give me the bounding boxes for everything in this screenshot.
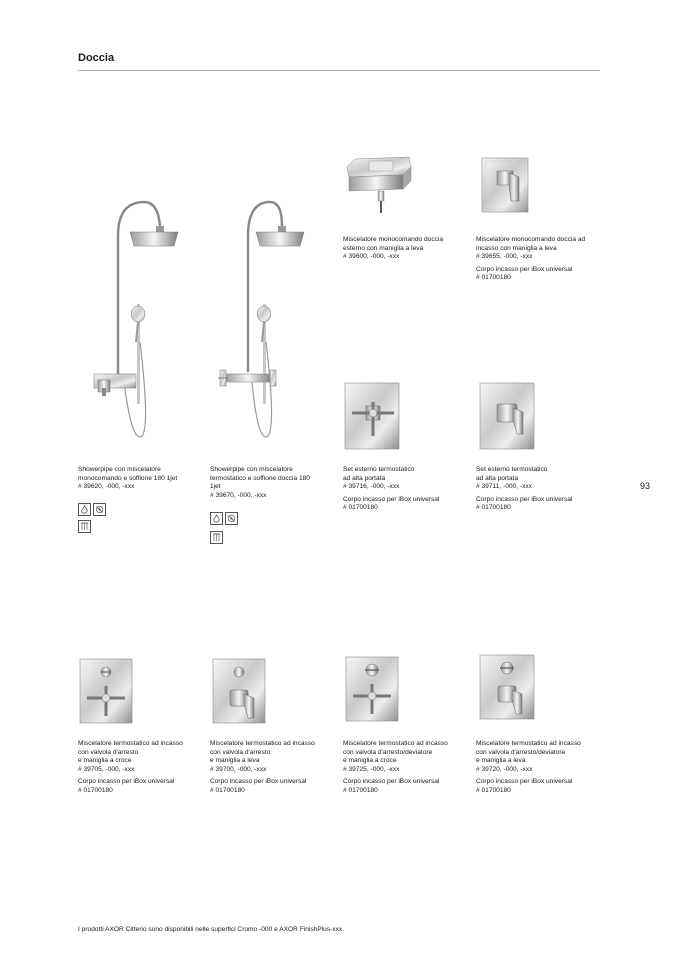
spray-mode-icon (93, 503, 106, 516)
product-caption-39725: Miscelatore termostatico ad incasso con valvola d'arresto/deviatore e maniglia a croce # 39725, -000, -xxx Corpo incasso per iBox universal # 01700180 (343, 740, 448, 794)
product-caption-39705: Miscelatore termostatico ad incasso con valvola d'arresto e maniglia a croce # 39705, -000, -xxx Corpo incasso per iBox universal # 01700180 (78, 740, 183, 794)
product-caption-39720: Miscelatore termostatico ad incasso con valvola d'arresto/deviatore e maniglia a leva # 39720, -000, -xxx Corpo incasso per iBox universal # 01700180 (476, 740, 581, 794)
feature-icons-39620 (78, 503, 106, 516)
product-image-39700 (212, 658, 266, 724)
product-image-39600 (345, 153, 415, 215)
spray-mode-icon (225, 512, 238, 525)
water-drop-icon (210, 512, 223, 525)
page-title: Doccia (78, 52, 115, 64)
product-caption-39620: Showerpipe con miscelatore monocomando e soffione 180 1jet # 39620, -000, -xxx (78, 466, 178, 491)
page-number: 93 (640, 481, 651, 491)
product-caption-39711: Set esterno termostatico ad alta portata # 39711, -000, -xxx Corpo incasso per iBox universal # 01700180 (476, 466, 573, 512)
product-image-39670 (218, 196, 308, 448)
showerhead-size-icon (210, 531, 223, 544)
showerhead-size-icon (78, 520, 91, 533)
product-caption-39700: Miscelatore termostatico ad incasso con valvola d'arresto e maniglia a leva # 39700, -000, -xxx Corpo incasso per iBox universal # 01700180 (210, 740, 315, 794)
water-drop-icon (78, 503, 91, 516)
product-image-39620 (92, 196, 182, 448)
product-image-39720 (479, 654, 535, 720)
product-image-39716 (344, 382, 400, 450)
product-image-39711 (479, 382, 535, 450)
product-caption-39716: Set esterno termostatico ad alta portata # 39716, -000, -xxx Corpo incasso per iBox universal # 01700180 (343, 466, 440, 512)
product-image-39655 (481, 157, 529, 213)
product-image-39705 (79, 658, 133, 724)
product-image-39725 (345, 656, 399, 722)
footer-note: I prodotti AXOR Citterio sono disponibili nelle superfici Cromo -000 e AXOR FinishPlus-xxx. (78, 926, 345, 933)
product-caption-39655: Miscelatore monocomando doccia ad incasso con maniglia a leva # 39655, -000, -xxx Corpo incasso per iBox universal # 01700180 (476, 236, 586, 282)
product-caption-39600: Miscelatore monocomando doccia esterno con maniglia a leva # 39600, -000, -xxx (343, 236, 444, 261)
feature-icons-39670 (210, 512, 238, 525)
product-caption-39670: Showerpipe con miscelatore termostatico e soffione doccia 180 1jet # 39670, -000, -xxx (210, 466, 310, 499)
title-divider (78, 70, 600, 71)
